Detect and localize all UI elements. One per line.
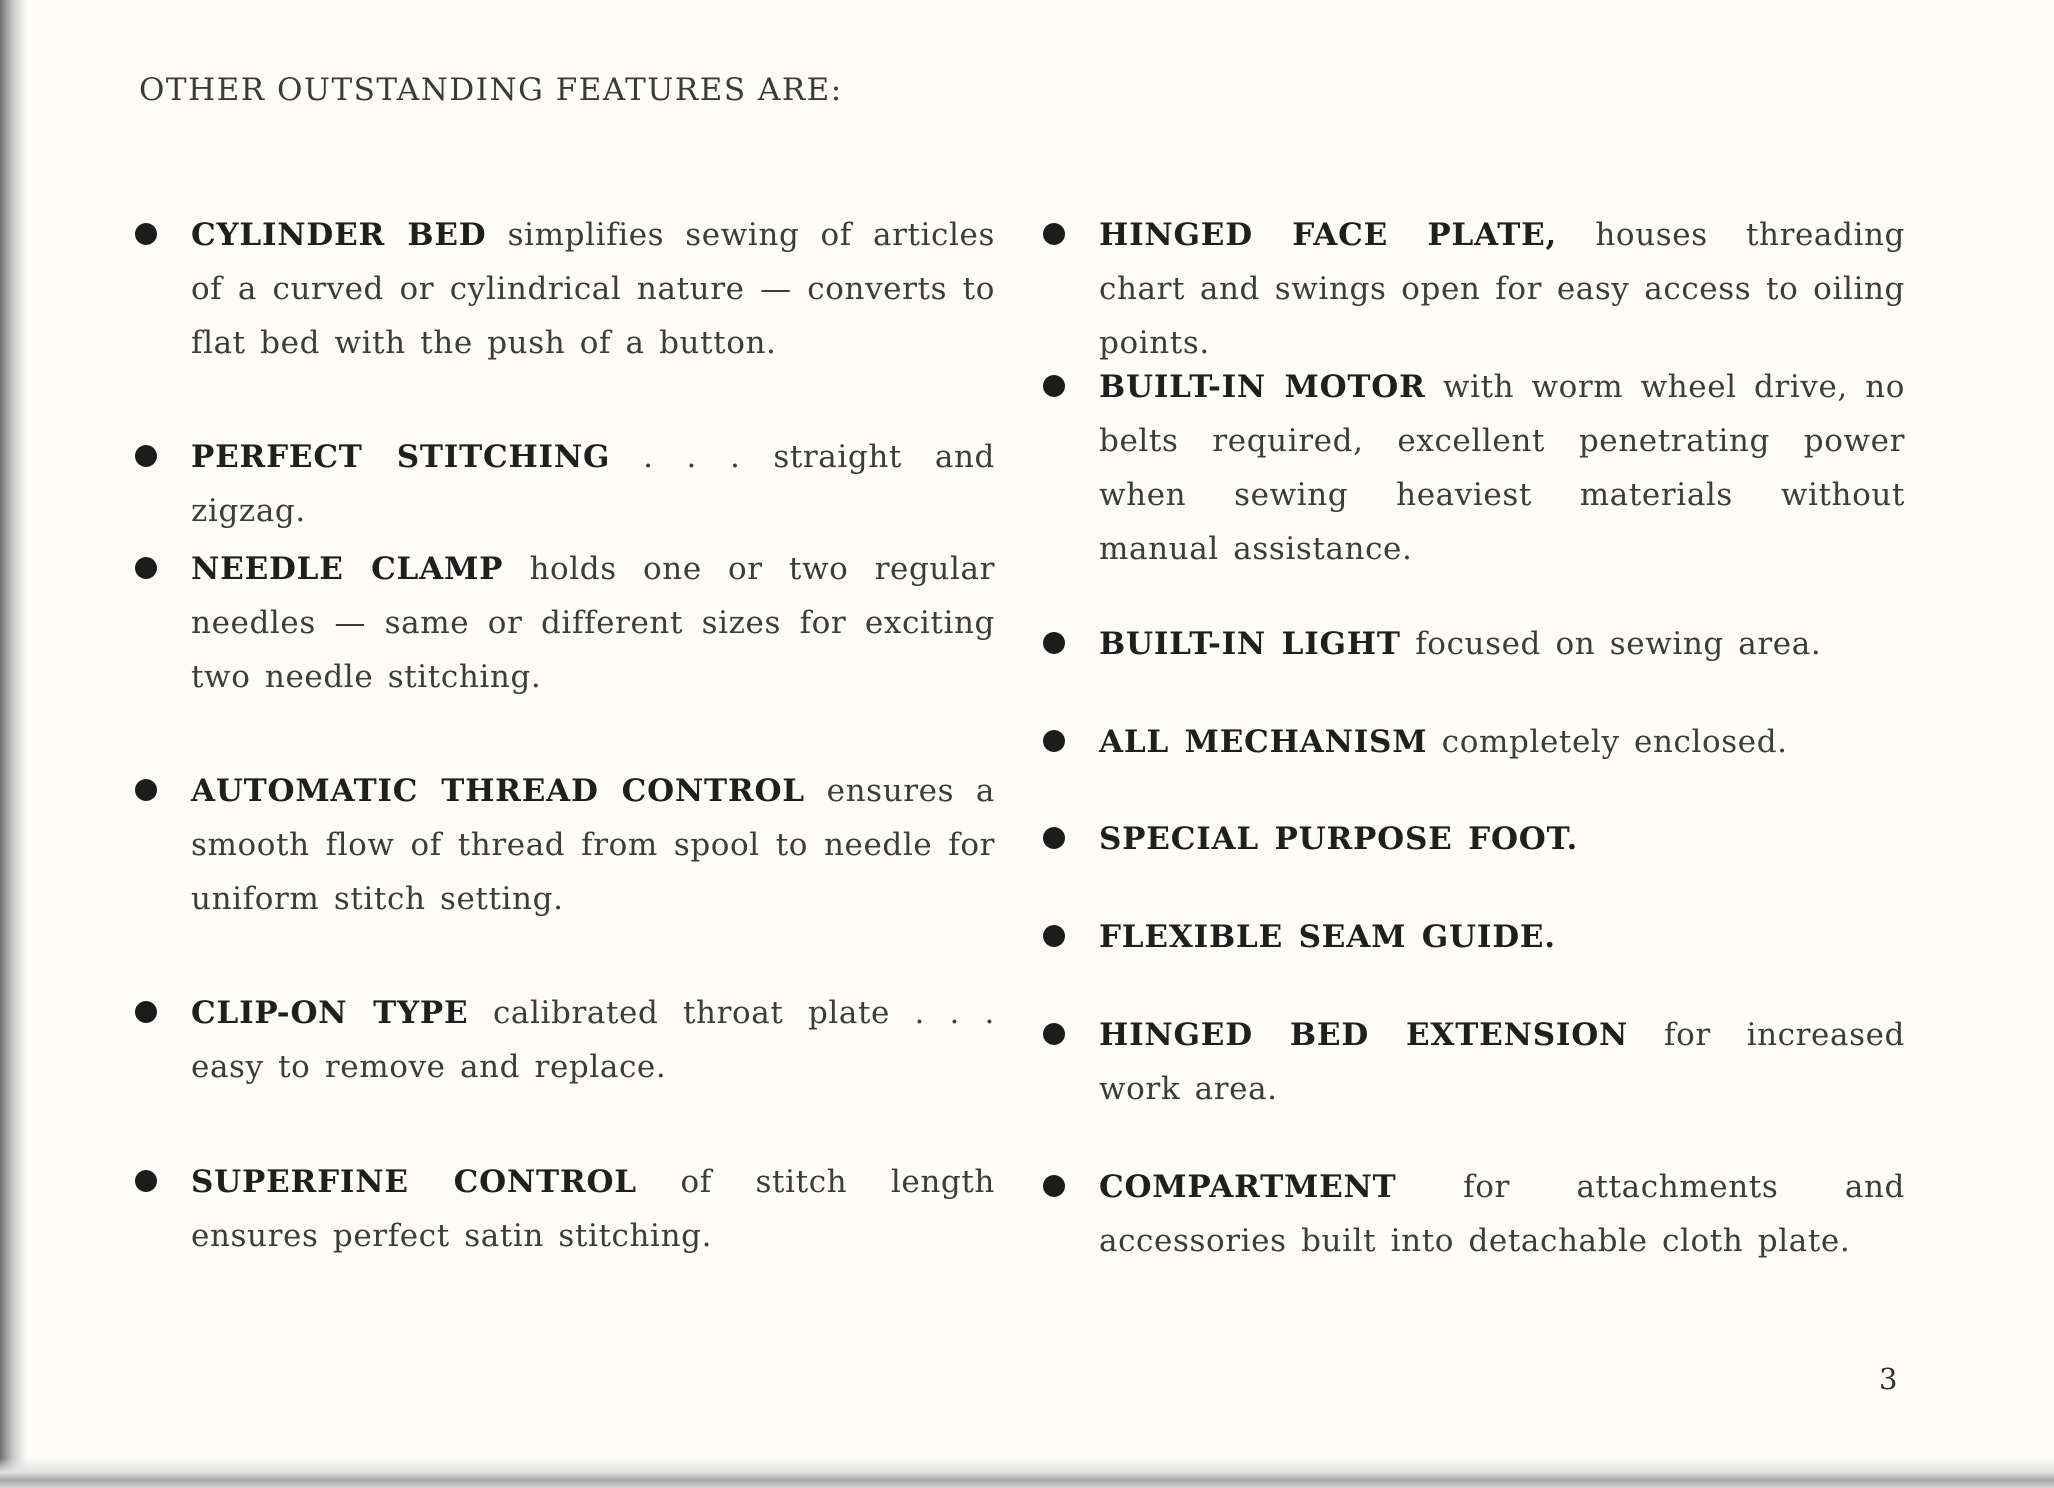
bullet-icon [135,779,157,801]
feature-title: BUILT-IN MOTOR [1099,369,1426,405]
page-bottom-edge [0,1458,2054,1488]
bullet-icon [1043,730,1065,752]
bullet-icon [135,223,157,245]
page-number: 3 [1879,1362,1898,1396]
feature-description: houses threading chart and swings open for easy access to oiling points. [1099,217,1905,361]
bullet-icon [1043,925,1065,947]
feature-description: simplifies sewing of articles of a curved or cylindrical nature — converts to flat bed with the push of a button. [191,217,995,361]
feature-description: holds one or two regular needles — same or different sizes for exciting two needle stitching. [191,551,995,695]
feature-item [135,208,995,370]
feature-description: for increased work area. [1099,1017,1905,1107]
feature-title: SPECIAL PURPOSE FOOT. [1099,821,1579,857]
feature-description: for attachments and accessories built into detachable cloth plate. [1099,1169,1905,1259]
feature-item [1043,910,1905,964]
feature-item [135,986,995,1094]
feature-description: completely enclosed. [1427,724,1788,760]
feature-item [1043,208,1905,370]
feature-title: CYLINDER BED [191,217,487,253]
feature-title: ALL MECHANISM [1099,724,1428,760]
feature-item [1043,1008,1905,1116]
bullet-icon [1043,223,1065,245]
feature-title: PERFECT STITCHING [191,439,611,475]
feature-description: calibrated throat plate . . . easy to remove and replace. [191,995,995,1085]
feature-description: with worm wheel drive, no belts required, excellent penetrating power when sewing heaviest materials without manual assistance. [1099,369,1906,567]
feature-item [1043,360,1905,576]
page-binding-shadow [0,0,28,1488]
feature-item [135,430,995,538]
bullet-icon [1043,1175,1065,1197]
feature-description: of stitch length ensures perfect satin stitching. [191,1164,995,1254]
bullet-icon [1043,375,1065,397]
bullet-icon [135,445,157,467]
feature-item [135,764,995,926]
feature-title: FLEXIBLE SEAM GUIDE. [1099,919,1556,955]
bullet-icon [135,1170,157,1192]
feature-item [1043,1160,1905,1268]
bullet-icon [1043,827,1065,849]
feature-item [135,1155,995,1263]
feature-description: focused on sewing area. [1400,626,1822,662]
feature-item [1043,715,1905,769]
feature-title: NEEDLE CLAMP [191,551,504,587]
bullet-icon [1043,632,1065,654]
feature-item [1043,812,1905,866]
feature-item [1043,617,1905,671]
feature-title: CLIP-ON TYPE [191,995,469,1031]
feature-description: ensures a smooth flow of thread from spool to needle for uniform stitch setting. [191,773,996,917]
bullet-icon [135,1001,157,1023]
feature-title: HINGED FACE PLATE, [1099,217,1558,253]
bullet-icon [135,557,157,579]
feature-title: HINGED BED EXTENSION [1099,1017,1629,1053]
feature-title: AUTOMATIC THREAD CONTROL [191,773,805,809]
page-heading: OTHER OUTSTANDING FEATURES ARE: [139,72,843,108]
feature-item [135,542,995,704]
feature-description: . . . straight and zigzag. [191,439,995,529]
feature-title: SUPERFINE CONTROL [191,1164,637,1200]
feature-title: BUILT-IN LIGHT [1099,626,1401,662]
bullet-icon [1043,1023,1065,1045]
feature-title: COMPARTMENT [1099,1169,1397,1205]
